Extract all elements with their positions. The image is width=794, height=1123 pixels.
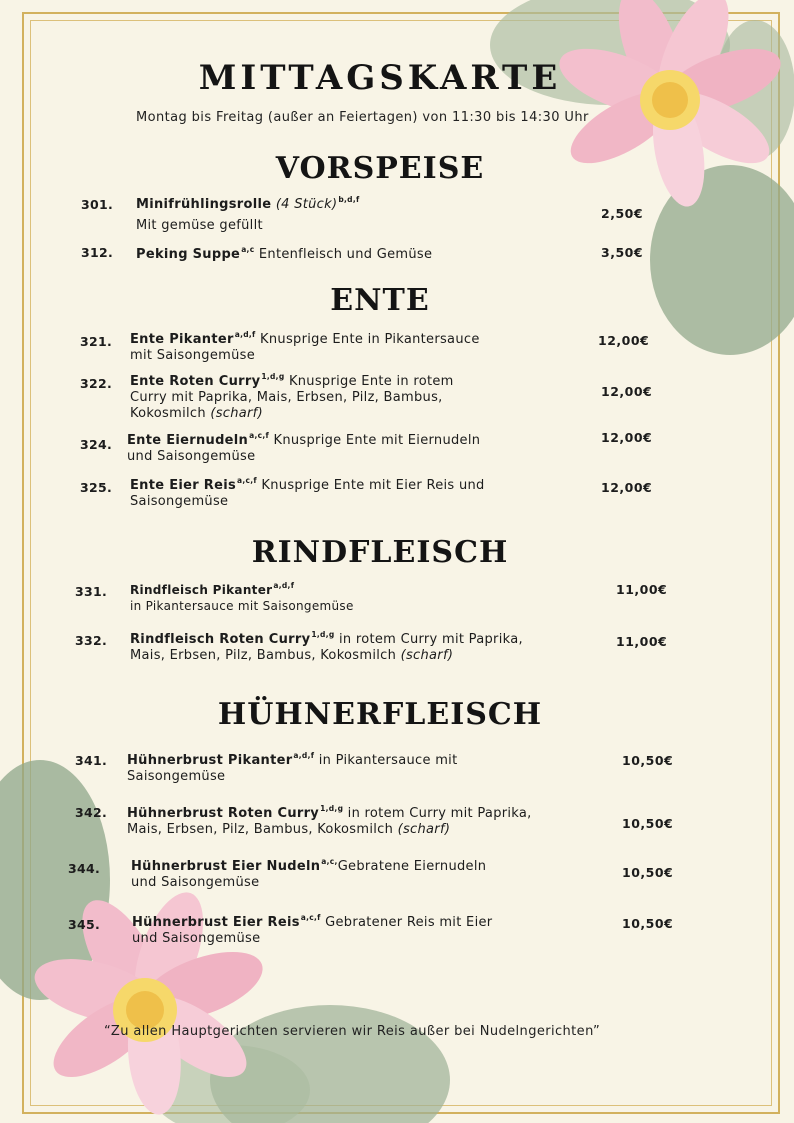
item-price: 12,00€ [601, 384, 653, 399]
menu-item-325: Ente Eier Reis$^{a,c,f}$ Knusprige Ente mit Eier Reis und Saisongemüse [130, 476, 485, 509]
item-number: 341. [75, 753, 108, 768]
item-number: 301. [81, 197, 114, 212]
item-number: 342. [75, 805, 108, 820]
item-number: 345. [68, 917, 101, 932]
item-price: 10,50€ [622, 916, 674, 931]
section-title-vorspeise: VORSPEISE [275, 151, 485, 186]
item-price: 11,00€ [616, 634, 668, 649]
menu-item-344: Hühnerbrust Eier Nudeln$^{a,c,}$Gebratene Eiernudeln und Saisongemüse [131, 857, 487, 890]
item-price: 10,50€ [622, 753, 674, 768]
menu-item-312: Peking Suppe$^{a,c}$ Entenfleisch und Gemüse [136, 245, 433, 262]
section-title-huehnerfleisch: HÜHNERFLEISCH [217, 697, 543, 732]
item-number: 312. [81, 245, 114, 260]
menu-item-342: Hühnerbrust Roten Curry$^{1,d,g}$ in rotem Curry mit Paprika, Mais, Erbsen, Pilz, Bambus, Kokosmilch (scharf) [127, 804, 532, 837]
item-number: 332. [75, 633, 108, 648]
item-price: 12,00€ [601, 430, 653, 445]
item-number: 321. [80, 334, 113, 349]
menu-item-321: Ente Pikanter$^{a,d,f}$ Knusprige Ente in Pikantersauce mit Saisongemüse [130, 330, 480, 363]
item-price: 3,50€ [601, 245, 644, 260]
opening-hours: Montag bis Freitag (außer an Feiertagen) von 11:30 bis 14:30 Uhr [136, 110, 589, 125]
page-title: MITTAGSKARTE [198, 58, 562, 98]
menu-item-331: Rindfleisch Pikanter$^{a,d,f}$ in Pikantersauce mit Saisongemüse [130, 581, 354, 613]
item-price: 11,00€ [616, 582, 668, 597]
item-price: 10,50€ [622, 816, 674, 831]
item-number: 331. [75, 584, 108, 599]
item-price: 2,50€ [601, 206, 644, 221]
item-price: 12,00€ [598, 333, 650, 348]
item-price: 10,50€ [622, 865, 674, 880]
menu-item-332: Rindfleisch Roten Curry$^{1,d,g}$ in rotem Curry mit Paprika, Mais, Erbsen, Pilz, Bambus, Kokosmilch (scharf) [130, 630, 523, 663]
section-title-ente: ENTE [330, 283, 430, 318]
rice-note: “Zu allen Hauptgerichten servieren wir Reis außer bei Nudelngerichten” [104, 1024, 601, 1039]
menu-item-345: Hühnerbrust Eier Reis$^{a,c,f}$ Gebratener Reis mit Eier und Saisongemüse [132, 913, 493, 946]
item-number: 322. [80, 376, 113, 391]
item-number: 324. [80, 437, 113, 452]
menu-item-322: Ente Roten Curry$^{1,d,g}$ Knusprige Ente in rotem Curry mit Paprika, Mais, Erbsen, Pilz, Bambus, Kokosmilch (scharf) [130, 372, 454, 421]
item-number: 325. [80, 480, 113, 495]
section-title-rindfleisch: RINDFLEISCH [251, 535, 509, 570]
item-number: 344. [68, 861, 101, 876]
menu-item-301: Minifrühlingsrolle (4 Stück)$^{b,d,f}$ Mit gemüse gefüllt [136, 195, 360, 233]
menu-item-324: Ente Eiernudeln$^{a,c,f}$ Knusprige Ente mit Eiernudeln und Saisongemüse [127, 431, 481, 464]
menu-item-341: Hühnerbrust Pikanter$^{a,d,f}$ in Pikantersauce mit Saisongemüse [127, 751, 458, 784]
item-price: 12,00€ [601, 480, 653, 495]
